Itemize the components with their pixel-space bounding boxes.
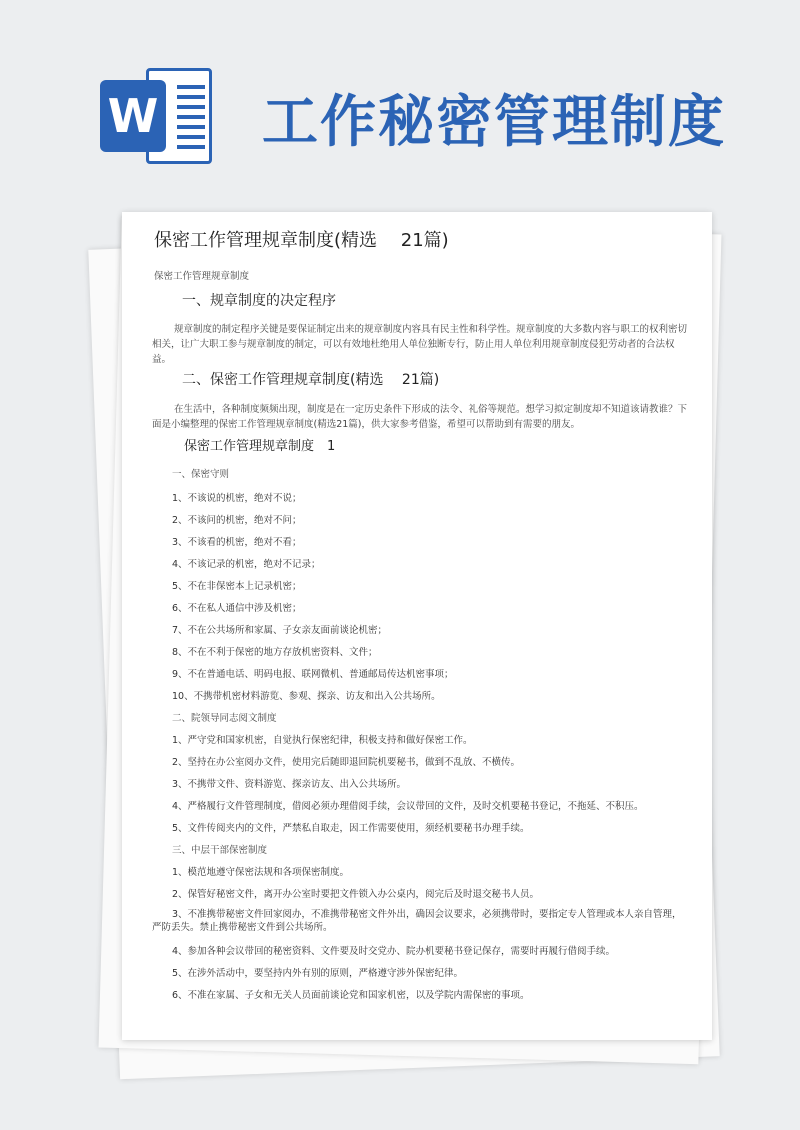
list-item: 1、严守党和国家机密，自觉执行保密纪律，积极支持和做好保密工作。 bbox=[172, 735, 473, 746]
section-1-title: 一、规章制度的决定程序 bbox=[182, 293, 336, 309]
intro-label: 保密工作管理规章制度 bbox=[154, 271, 250, 282]
list-item: 6、不准在家属、子女和无关人员面前谈论党和国家机密，以及学院内需保密的事项。 bbox=[172, 990, 530, 1001]
document-title: 保密工作管理规章制度(精选 21篇) bbox=[154, 230, 449, 251]
list-item: 2、不该问的机密，绝对不问； bbox=[172, 515, 302, 526]
list-item: 9、不在普通电话、明码电报、联网微机、普通邮局传达机密事项； bbox=[172, 669, 454, 680]
part-3-heading: 三、中层干部保密制度 bbox=[172, 845, 268, 856]
list-item: 4、不该记录的机密，绝对不记录； bbox=[172, 559, 321, 570]
article-title: 保密工作管理规章制度 1 bbox=[184, 439, 336, 454]
list-item: 2、保管好秘密文件，离开办公室时要把文件锁入办公桌内，阅完后及时退交秘书人员。 bbox=[172, 889, 540, 900]
document-page bbox=[122, 212, 712, 1040]
word-document-icon bbox=[100, 68, 218, 164]
list-item: 1、不该说的机密，绝对不说； bbox=[172, 493, 302, 504]
page-header bbox=[0, 0, 800, 215]
part-1-heading: 一、保密守则 bbox=[172, 469, 230, 480]
list-item: 3、不携带文件、资料游览、探亲访友、出入公共场所。 bbox=[172, 779, 407, 790]
list-item: 5、不在非保密本上记录机密； bbox=[172, 581, 302, 592]
part-2-heading: 二、院领导同志阅文制度 bbox=[172, 713, 277, 724]
section-2-title: 二、保密工作管理规章制度(精选 21篇) bbox=[182, 372, 440, 388]
list-item: 10、不携带机密材料游览、参观、探亲、访友和出入公共场所。 bbox=[172, 691, 441, 702]
banner-title: 工作秘密管理制度 bbox=[262, 89, 726, 155]
list-item: 6、不在私人通信中涉及机密； bbox=[172, 603, 302, 614]
list-item: 8、不在不利于保密的地方存放机密资料、文件； bbox=[172, 647, 378, 658]
section-1-paragraph: 规章制度的制定程序关键是要保证制定出来的规章制度内容具有民主性和科学性。规章制度的大多数内容与职工的权利密切相关，让广大职工参与规章制度的制定，可以有效地杜绝用人单位独断专行，防止用人单位利用规章制度侵犯劳动者的合法权益。 bbox=[152, 324, 688, 365]
list-item: 7、不在公共场所和家属、子女亲友面前谈论机密； bbox=[172, 625, 388, 636]
list-item: 4、严格履行文件管理制度，借阅必须办理借阅手续，会议带回的文件，及时交机要秘书登记，不拖延、不积压。 bbox=[172, 801, 644, 812]
list-item: 1、模范地遵守保密法规和各项保密制度。 bbox=[172, 867, 350, 878]
word-letter-badge: W bbox=[100, 80, 166, 152]
list-item: 2、坚持在办公室阅办文件，使用完后随即退回院机要秘书，做到不乱放、不横传。 bbox=[172, 757, 521, 768]
section-2-paragraph: 在生活中，各种制度频频出现，制度是在一定历史条件下形成的法令、礼俗等规范。想学习拟定制度却不知道该请教谁？下面是小编整理的保密工作管理规章制度(精选21篇)，供大家参考借鉴，希望可以帮助到有需要的朋友。 bbox=[152, 404, 688, 430]
list-item: 3、不该看的机密，绝对不看； bbox=[172, 537, 302, 548]
list-item: 4、参加各种会议带回的秘密资料、文件要及时交党办、院办机要秘书登记保存，需要时再履行借阅手续。 bbox=[172, 946, 616, 957]
list-item: 5、文件传阅夹内的文件，严禁私自取走，因工作需要使用，须经机要秘书办理手续。 bbox=[172, 823, 530, 834]
list-item: 3、不准携带秘密文件回家阅办，不准携带秘密文件外出，确因会议要求，必须携带时，要指定专人管理或本人亲自管理，严防丢失。禁止携带秘密文件到公共场所。 bbox=[152, 909, 682, 933]
list-item: 5、在涉外活动中，要坚持内外有别的原则，严格遵守涉外保密纪律。 bbox=[172, 968, 464, 979]
